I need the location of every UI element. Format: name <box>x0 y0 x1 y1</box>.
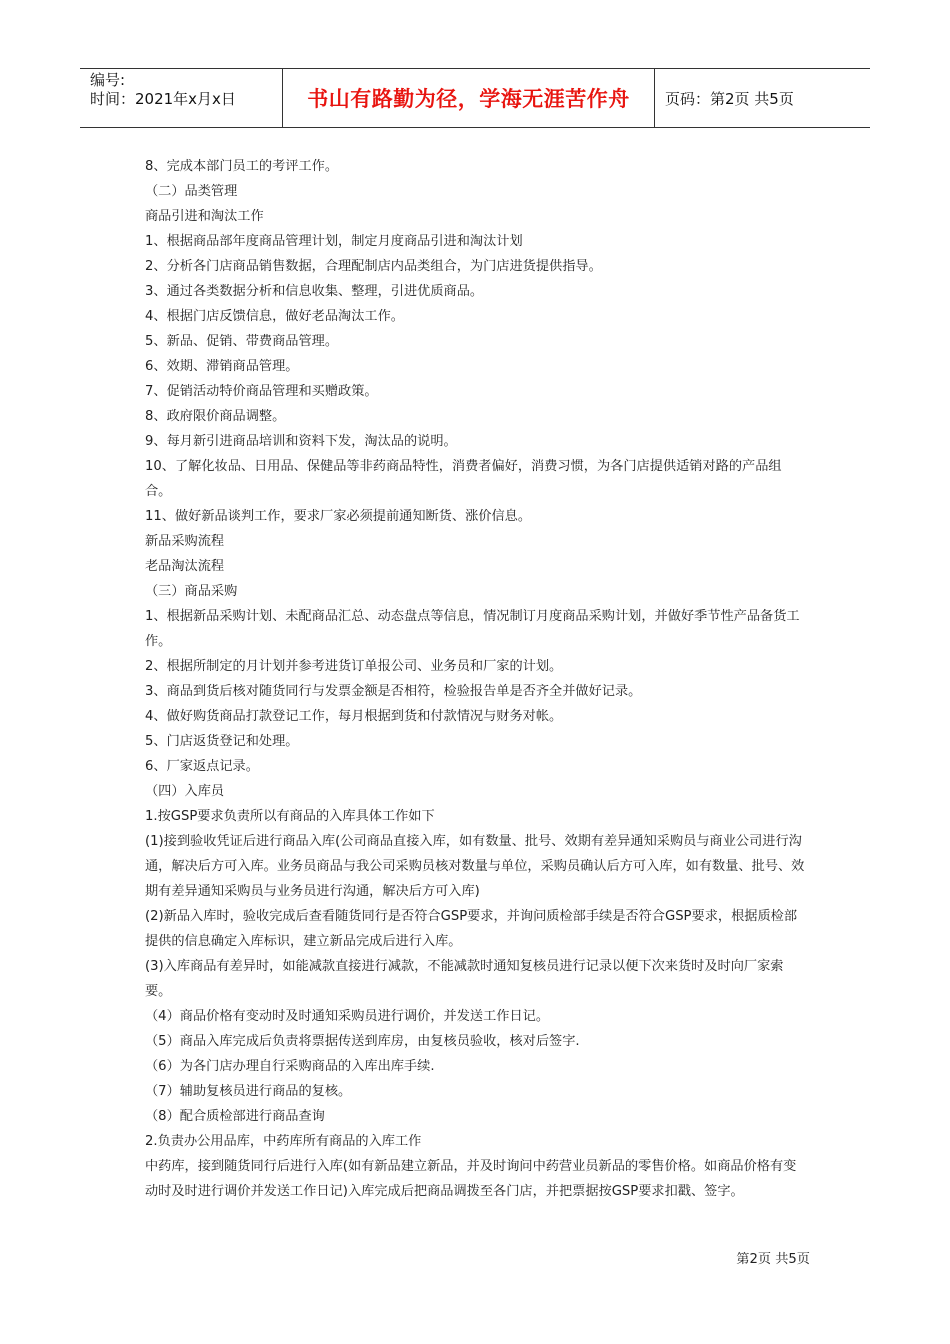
paragraph: 6、效期、滞销商品管理。 <box>145 359 299 374</box>
paragraph: 1、根据商品部年度商品管理计划，制定月度商品引进和淘汰计划 <box>145 234 523 249</box>
header-page-code: 页码：第2页 共5页 <box>665 89 794 108</box>
subheading: 2.负责办公用品库，中药库所有商品的入库工作 <box>145 1134 422 1149</box>
paragraph: (3)入库商品有差异时，如能减款直接进行减款，不能减款时通知复核员进行记录以便下次来货时及时向厂家索要。 <box>145 959 784 999</box>
subheading: 商品引进和淘汰工作 <box>145 209 264 224</box>
subheading: 新品采购流程 <box>145 534 225 549</box>
paragraph: 1、根据新品采购计划、未配商品汇总、动态盘点等信息，情况制订月度商品采购计划，并做好季节性产品备货工作。 <box>145 609 800 649</box>
paragraph: 3、商品到货后核对随货同行与发票金额是否相符，检验报告单是否齐全并做好记录。 <box>145 684 642 699</box>
paragraph: (2)新品入库时，验收完成后查看随货同行是否符合GSP要求，并询问质检部手续是否符合GSP要求，根据质检部提供的信息确定入库标识，建立新品完成后进行入库。 <box>145 909 798 949</box>
header-meta <box>80 69 282 127</box>
subheading: 1.按GSP要求负责所以有商品的入库具体工作如下 <box>145 809 435 824</box>
paragraph: 中药库，接到随货同行后进行入库(如有新品建立新品，并及时询问中药营业员新品的零售价格。如商品价格有变动时及时进行调价并发送工作日记)入库完成后把商品调拨至各门店，并把票据按GSP要求扣戳、签字。 <box>145 1159 797 1199</box>
paragraph: 8、完成本部门员工的考评工作。 <box>145 159 339 174</box>
paragraph: 8、政府限价商品调整。 <box>145 409 286 424</box>
subheading: 老品淘汰流程 <box>145 559 225 574</box>
paragraph: 7、促销活动特价商品管理和买赠政策。 <box>145 384 378 399</box>
paragraph: （4）商品价格有变动时及时通知采购员进行调价，并发送工作日记。 <box>145 1009 550 1024</box>
paragraph: 4、做好购货商品打款登记工作，每月根据到货和付款情况与财务对帐。 <box>145 709 563 724</box>
section-heading: （三）商品采购 <box>145 584 238 599</box>
paragraph: 6、厂家返点记录。 <box>145 759 259 774</box>
paragraph: （6）为各门店办理自行采购商品的入库出库手续. <box>145 1059 435 1074</box>
header-time-label: 时间：2021年x月x日 <box>90 90 236 108</box>
section-heading: （四）入库员 <box>145 784 225 799</box>
paragraph: (1)接到验收凭证后进行商品入库(公司商品直接入库，如有数量、批号、效期有差异通知采购员与商业公司进行沟通，解决后方可入库。业务员商品与我公司采购员核对数量与单位，采购员确认后方可入库，如有数量、批号、效期有差异通知采购员与业务员进行沟通，解决后方可入库) <box>145 834 805 899</box>
paragraph: （8）配合质检部进行商品查询 <box>145 1109 325 1124</box>
paragraph: 11、做好新品谈判工作，要求厂家必须提前通知断货、涨价信息。 <box>145 509 532 524</box>
paragraph: 2、根据所制定的月计划并参考进货订单报公司、业务员和厂家的计划。 <box>145 659 563 674</box>
paragraph: 3、通过各类数据分析和信息收集、整理，引进优质商品。 <box>145 284 484 299</box>
page-footer: 第2页 共5页 <box>736 1252 810 1267</box>
paragraph: 4、根据门店反馈信息，做好老品淘汰工作。 <box>145 309 404 324</box>
paragraph: 9、每月新引进商品培训和资料下发，淘汰品的说明。 <box>145 434 457 449</box>
paragraph: 5、新品、促销、带费商品管理。 <box>145 334 339 349</box>
paragraph: 2、分析各门店商品销售数据，合理配制店内品类组合，为门店进货提供指导。 <box>145 259 602 274</box>
document-header <box>80 68 870 128</box>
paragraph: （5）商品入库完成后负责将票据传送到库房，由复核员验收，核对后签字. <box>145 1034 580 1049</box>
paragraph: 5、门店返货登记和处理。 <box>145 734 299 749</box>
section-heading: （二）品类管理 <box>145 184 238 199</box>
paragraph: 10、了解化妆品、日用品、保健品等非药商品特性，消费者偏好，消费习惯，为各门店提供适销对路的产品组合。 <box>145 459 782 499</box>
document-body <box>145 154 807 1204</box>
header-motto: 书山有路勤为径，学海无涯苦作舟 <box>282 69 655 127</box>
paragraph: （7）辅助复核员进行商品的复核。 <box>145 1084 352 1099</box>
header-number-label: 编号: <box>90 71 126 89</box>
